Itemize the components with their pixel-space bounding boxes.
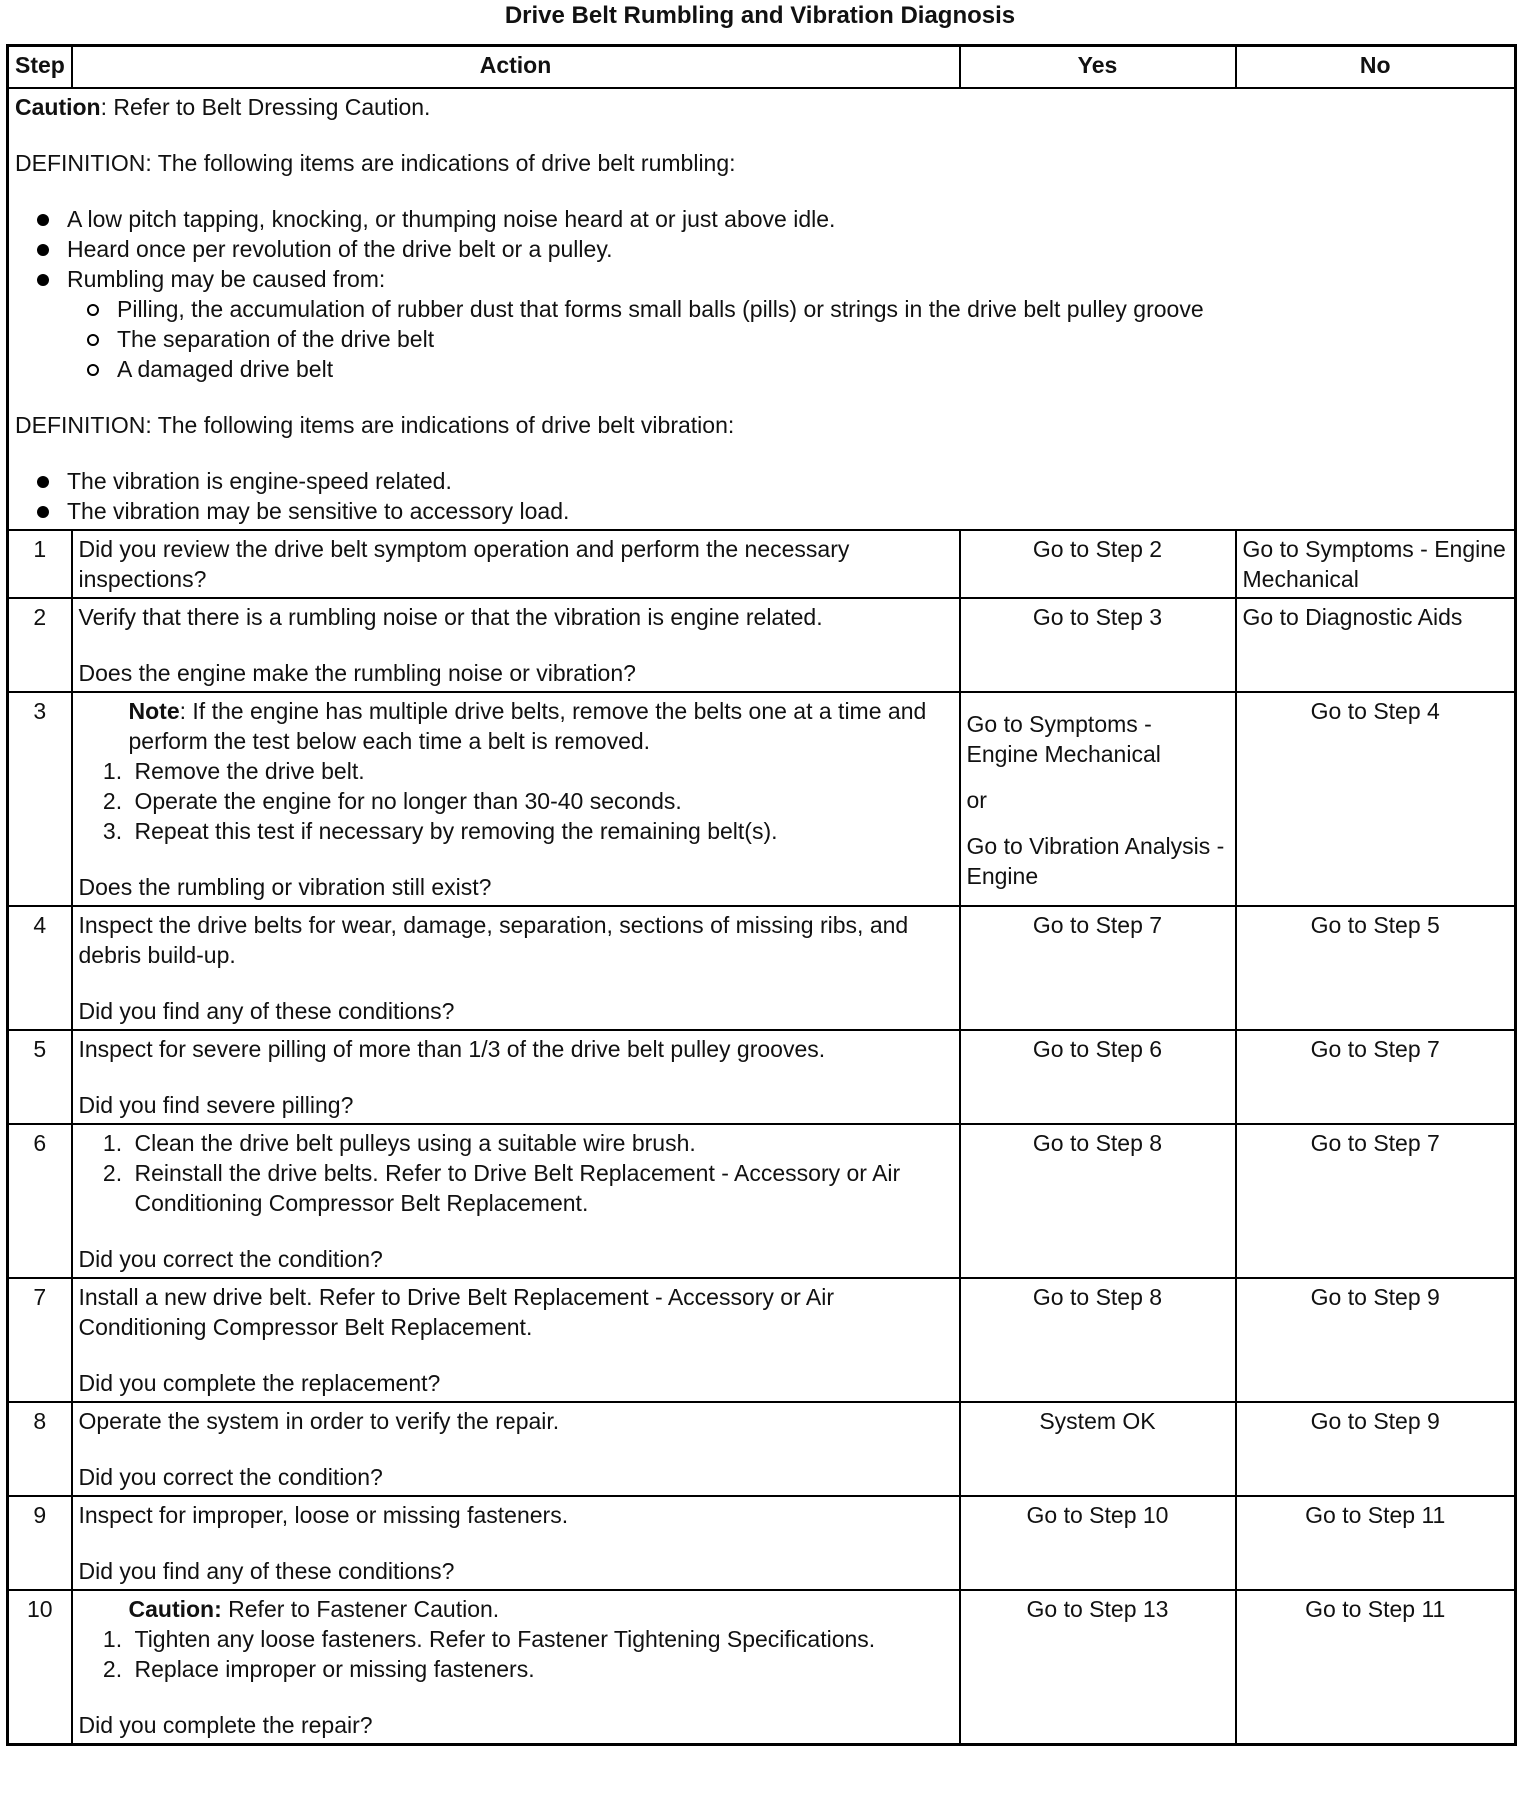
step-question: Did you correct the condition?	[78, 1246, 383, 1272]
step-action: Did you review the drive belt symptom operation and perform the necessary inspections?	[72, 530, 960, 598]
step-question: Does the engine make the rumbling noise or vibration?	[78, 660, 636, 686]
step-no: Go to Step 7	[1236, 1124, 1516, 1278]
step-no: Go to Step 4	[1236, 692, 1516, 906]
step-yes: Go to Step 8	[960, 1124, 1236, 1278]
step-yes: Go to Symptoms - Engine Mechanical or Go to Vibration Analysis - Engine	[960, 692, 1236, 906]
step-action: Inspect the drive belts for wear, damage, separation, sections of missing ribs, and debris build-up. Did you find any of these conditions?	[72, 906, 960, 1030]
step-yes: Go to Step 8	[960, 1278, 1236, 1402]
step-question: Does the rumbling or vibration still exist?	[78, 874, 492, 900]
step-yes: Go to Step 3	[960, 598, 1236, 692]
table-row	[8, 1402, 1516, 1496]
table-row	[8, 1590, 1516, 1745]
list-item: The separation of the drive belt	[83, 324, 1508, 354]
list-item: The vibration may be sensitive to accessory load.	[33, 496, 1508, 526]
rumbling-list	[15, 204, 1508, 384]
page-title: Drive Belt Rumbling and Vibration Diagnosis	[504, 2, 1016, 29]
step-no: Go to Step 9	[1236, 1278, 1516, 1402]
intro-row	[8, 88, 1516, 530]
table-row	[8, 1124, 1516, 1278]
step-question: Did you correct the condition?	[78, 1464, 383, 1490]
step-action: Operate the system in order to verify the repair. Did you correct the condition?	[72, 1402, 960, 1496]
table-row	[8, 1278, 1516, 1402]
step-procedure	[79, 1624, 953, 1684]
step-number: 8	[8, 1402, 72, 1496]
step-number: 2	[8, 598, 72, 692]
list-item: Rumbling may be caused from: Pilling, the accumulation of rubber dust that forms small balls (pills) or strings in the drive belt pulley groove The separation of the drive belt A damaged drive belt	[33, 264, 1508, 384]
step-yes: Go to Step 10	[960, 1496, 1236, 1590]
step-question: Did you find severe pilling?	[78, 1092, 354, 1118]
step-number: 10	[8, 1590, 72, 1745]
list-item: 2. Replace improper or missing fasteners.	[129, 1654, 953, 1684]
step-action: Inspect for severe pilling of more than 1/3 of the drive belt pulley grooves. Did you find severe pilling?	[72, 1030, 960, 1124]
step-no: Go to Step 7	[1236, 1030, 1516, 1124]
step-no: Go to Step 5	[1236, 906, 1516, 1030]
step-question: Did you complete the replacement?	[78, 1370, 441, 1396]
vibration-list	[15, 466, 1508, 526]
step-question: Did you find any of these conditions?	[78, 1558, 455, 1584]
step-no: Go to Step 11	[1236, 1496, 1516, 1590]
step-action	[72, 1124, 960, 1278]
list-item: A damaged drive belt	[83, 354, 1508, 384]
step-yes: Go to Step 6	[960, 1030, 1236, 1124]
intro-caution: Caution: Refer to Belt Dressing Caution.	[15, 94, 431, 120]
step-action: Install a new drive belt. Refer to Drive Belt Replacement - Accessory or Air Conditioning Compressor Belt Replacement. Did you complete the replacement?	[72, 1278, 960, 1402]
diagnosis-table	[6, 44, 1517, 1746]
table-row	[8, 1030, 1516, 1124]
table-row	[8, 692, 1516, 906]
table-row	[8, 598, 1516, 692]
step-number: 7	[8, 1278, 72, 1402]
step-no: Go to Symptoms - Engine Mechanical	[1236, 530, 1516, 598]
step-action	[72, 1590, 960, 1745]
step-yes: Go to Step 13	[960, 1590, 1236, 1745]
intro-cell	[8, 88, 1516, 530]
step-question: Did you find any of these conditions?	[78, 998, 455, 1024]
step-number: 5	[8, 1030, 72, 1124]
list-item: Heard once per revolution of the drive belt or a pulley.	[33, 234, 1508, 264]
table-row	[8, 906, 1516, 1030]
step-question: Did you complete the repair?	[78, 1712, 373, 1738]
step-note: Note: If the engine has multiple drive belts, remove the belts one at a time and perform the test below each time a belt is removed.	[128, 698, 927, 754]
step-number: 6	[8, 1124, 72, 1278]
step-no: Go to Diagnostic Aids	[1236, 598, 1516, 692]
list-item: 1. Tighten any loose fasteners. Refer to Fastener Tightening Specifications.	[129, 1624, 953, 1654]
list-item: 2. Reinstall the drive belts. Refer to Drive Belt Replacement - Accessory or Air Conditioning Compressor Belt Replacement.	[129, 1158, 953, 1218]
definition-rumbling: DEFINITION: The following items are indications of drive belt rumbling:	[15, 150, 736, 176]
header-row	[8, 46, 1516, 89]
step-procedure	[79, 1128, 953, 1218]
step-procedure	[79, 756, 953, 846]
step-number: 4	[8, 906, 72, 1030]
table-row	[8, 1496, 1516, 1590]
step-yes: Go to Step 7	[960, 906, 1236, 1030]
step-number: 1	[8, 530, 72, 598]
list-item: Pilling, the accumulation of rubber dust that forms small balls (pills) or strings in the drive belt pulley groove	[83, 294, 1508, 324]
step-no: Go to Step 9	[1236, 1402, 1516, 1496]
list-item: A low pitch tapping, knocking, or thumping noise heard at or just above idle.	[33, 204, 1508, 234]
step-action	[72, 692, 960, 906]
list-item: 1. Remove the drive belt.	[129, 756, 953, 786]
list-item: The vibration is engine-speed related.	[33, 466, 1508, 496]
step-number: 3	[8, 692, 72, 906]
step-number: 9	[8, 1496, 72, 1590]
list-item: 1. Clean the drive belt pulleys using a suitable wire brush.	[129, 1128, 953, 1158]
step-caution: Caution: Refer to Fastener Caution.	[128, 1596, 500, 1622]
step-no: Go to Step 11	[1236, 1590, 1516, 1745]
header-step: Step	[8, 46, 72, 89]
table-row	[8, 530, 1516, 598]
step-yes: System OK	[960, 1402, 1236, 1496]
step-action: Inspect for improper, loose or missing fasteners. Did you find any of these conditions?	[72, 1496, 960, 1590]
list-item: 3. Repeat this test if necessary by removing the remaining belt(s).	[129, 816, 953, 846]
list-item: 2. Operate the engine for no longer than 30-40 seconds.	[129, 786, 953, 816]
header-no: No	[1236, 46, 1516, 89]
definition-vibration: DEFINITION: The following items are indications of drive belt vibration:	[15, 412, 735, 438]
step-action: Verify that there is a rumbling noise or that the vibration is engine related. Does the engine make the rumbling noise or vibration?	[72, 598, 960, 692]
header-action: Action	[72, 46, 960, 89]
rumbling-causes-list	[67, 294, 1508, 384]
step-yes: Go to Step 2	[960, 530, 1236, 598]
header-yes: Yes	[960, 46, 1236, 89]
